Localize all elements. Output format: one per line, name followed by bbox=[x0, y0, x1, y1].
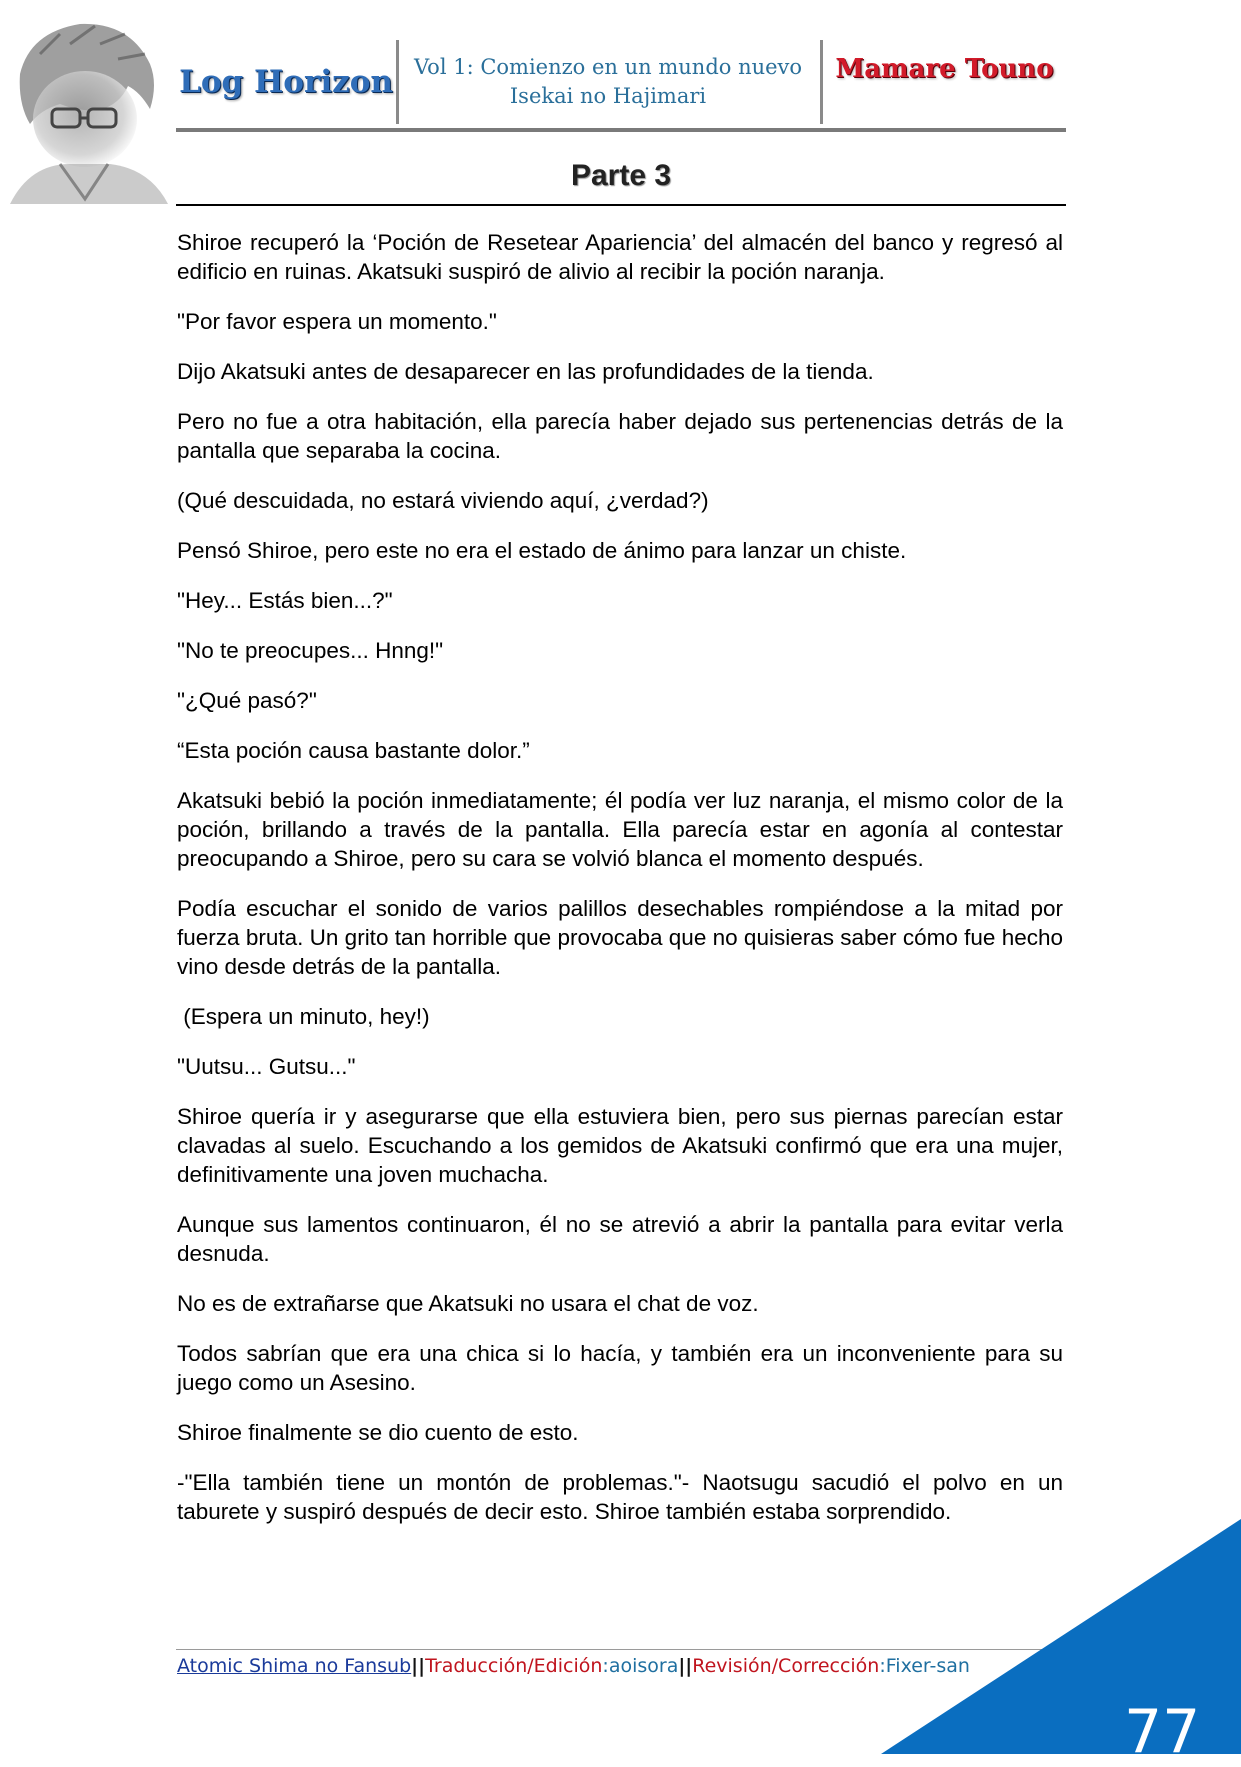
series-title: Log Horizon bbox=[179, 64, 393, 100]
paragraph: “Esta poción causa bastante dolor.” bbox=[177, 738, 530, 763]
paragraph: "Uutsu... Gutsu..." bbox=[177, 1054, 356, 1079]
volume-subtitle: Isekai no Hajimari bbox=[509, 84, 707, 108]
paragraph: "Por favor espera un momento." bbox=[177, 309, 497, 334]
chapter-title: Parte 3 bbox=[570, 159, 672, 192]
credits-footer bbox=[177, 1655, 970, 1677]
paragraph: -"Ella también tiene un montón de problemas."- Naotsugu sacudió el polvo en un taburete y suspiró después de decir esto. Shiroe también estaba sorprendido. bbox=[177, 1470, 1063, 1524]
chapter-heading bbox=[176, 148, 1066, 206]
page-number: 77 bbox=[1124, 1697, 1201, 1767]
paragraph: "Hey... Estás bien...?" bbox=[177, 588, 393, 613]
volume-title: Vol 1: Comienzo en un mundo nuevo bbox=[413, 55, 803, 79]
page-header bbox=[176, 40, 1066, 132]
paragraph: Todos sabrían que era una chica si lo hacía, y también era un inconveniente para su juego como un Asesino. bbox=[177, 1341, 1063, 1395]
translator-name: :aoisora bbox=[602, 1655, 679, 1677]
paragraph: (Qué descuidada, no estará viviendo aquí, ¿verdad?) bbox=[177, 488, 709, 513]
reviewer-name: :Fixer-san bbox=[879, 1655, 970, 1677]
paragraph: "No te preocupes... Hnng!" bbox=[177, 638, 444, 663]
paragraph: Shiroe finalmente se dio cuento de esto. bbox=[177, 1420, 579, 1445]
revision-label: Revisión/Corrección bbox=[692, 1655, 880, 1677]
paragraph: Shiroe quería ir y asegurarse que ella estuviera bien, pero sus piernas parecían estar clavadas al suelo. Escuchando a los gemidos de Akatsuki confirmó que era una mujer, definitivamente una joven muchacha. bbox=[177, 1104, 1063, 1187]
paragraph: Aunque sus lamentos continuaron, él no se atrevió a abrir la pantalla para evitar verla desnuda. bbox=[177, 1212, 1063, 1266]
author-cell bbox=[823, 40, 1066, 124]
fansub-link[interactable]: Atomic Shima no Fansub bbox=[177, 1655, 412, 1677]
paragraph: No es de extrañarse que Akatsuki no usara el chat de voz. bbox=[177, 1291, 759, 1316]
author-name: Mamare Touno bbox=[835, 54, 1054, 84]
paragraph: Akatsuki bebió la poción inmediatamente; él podía ver luz naranja, el mismo color de la poción, brillando a través de la pantalla. Ella parecía estar en agonía al contestar preocupando a Shiroe, pero su cara se volvió blanca el momento después. bbox=[177, 788, 1063, 871]
series-title-cell bbox=[176, 40, 399, 124]
paragraph: Pero no fue a otra habitación, ella parecía haber dejado sus pertenencias detrás de la pantalla que separaba la cocina. bbox=[177, 409, 1063, 463]
credits-separator: || bbox=[678, 1655, 693, 1677]
paragraph: Dijo Akatsuki antes de desaparecer en las profundidades de la tienda. bbox=[177, 359, 874, 384]
character-portrait bbox=[0, 14, 168, 204]
paragraph: Shiroe recuperó la ‘Poción de Resetear Apariencia’ del almacén del banco y regresó al edificio en ruinas. Akatsuki suspiró de alivio al recibir la poción naranja. bbox=[177, 230, 1063, 284]
paragraph: (Espera un minuto, hey!) bbox=[177, 1004, 430, 1029]
paragraph: Pensó Shiroe, pero este no era el estado de ánimo para lanzar un chiste. bbox=[177, 538, 907, 563]
paragraph: Podía escuchar el sonido de varios palillos desechables rompiéndose a la mitad por fuerza bruta. Un grito tan horrible que provocaba que no quisieras saber cómo fue hecho vino desde detrás de la pantalla. bbox=[177, 896, 1063, 979]
credits-separator: || bbox=[411, 1655, 426, 1677]
paragraph: "¿Qué pasó?" bbox=[177, 688, 317, 713]
body-text bbox=[177, 228, 1063, 1547]
translation-label: Traducción/Edición bbox=[425, 1655, 603, 1677]
volume-cell bbox=[396, 40, 823, 124]
